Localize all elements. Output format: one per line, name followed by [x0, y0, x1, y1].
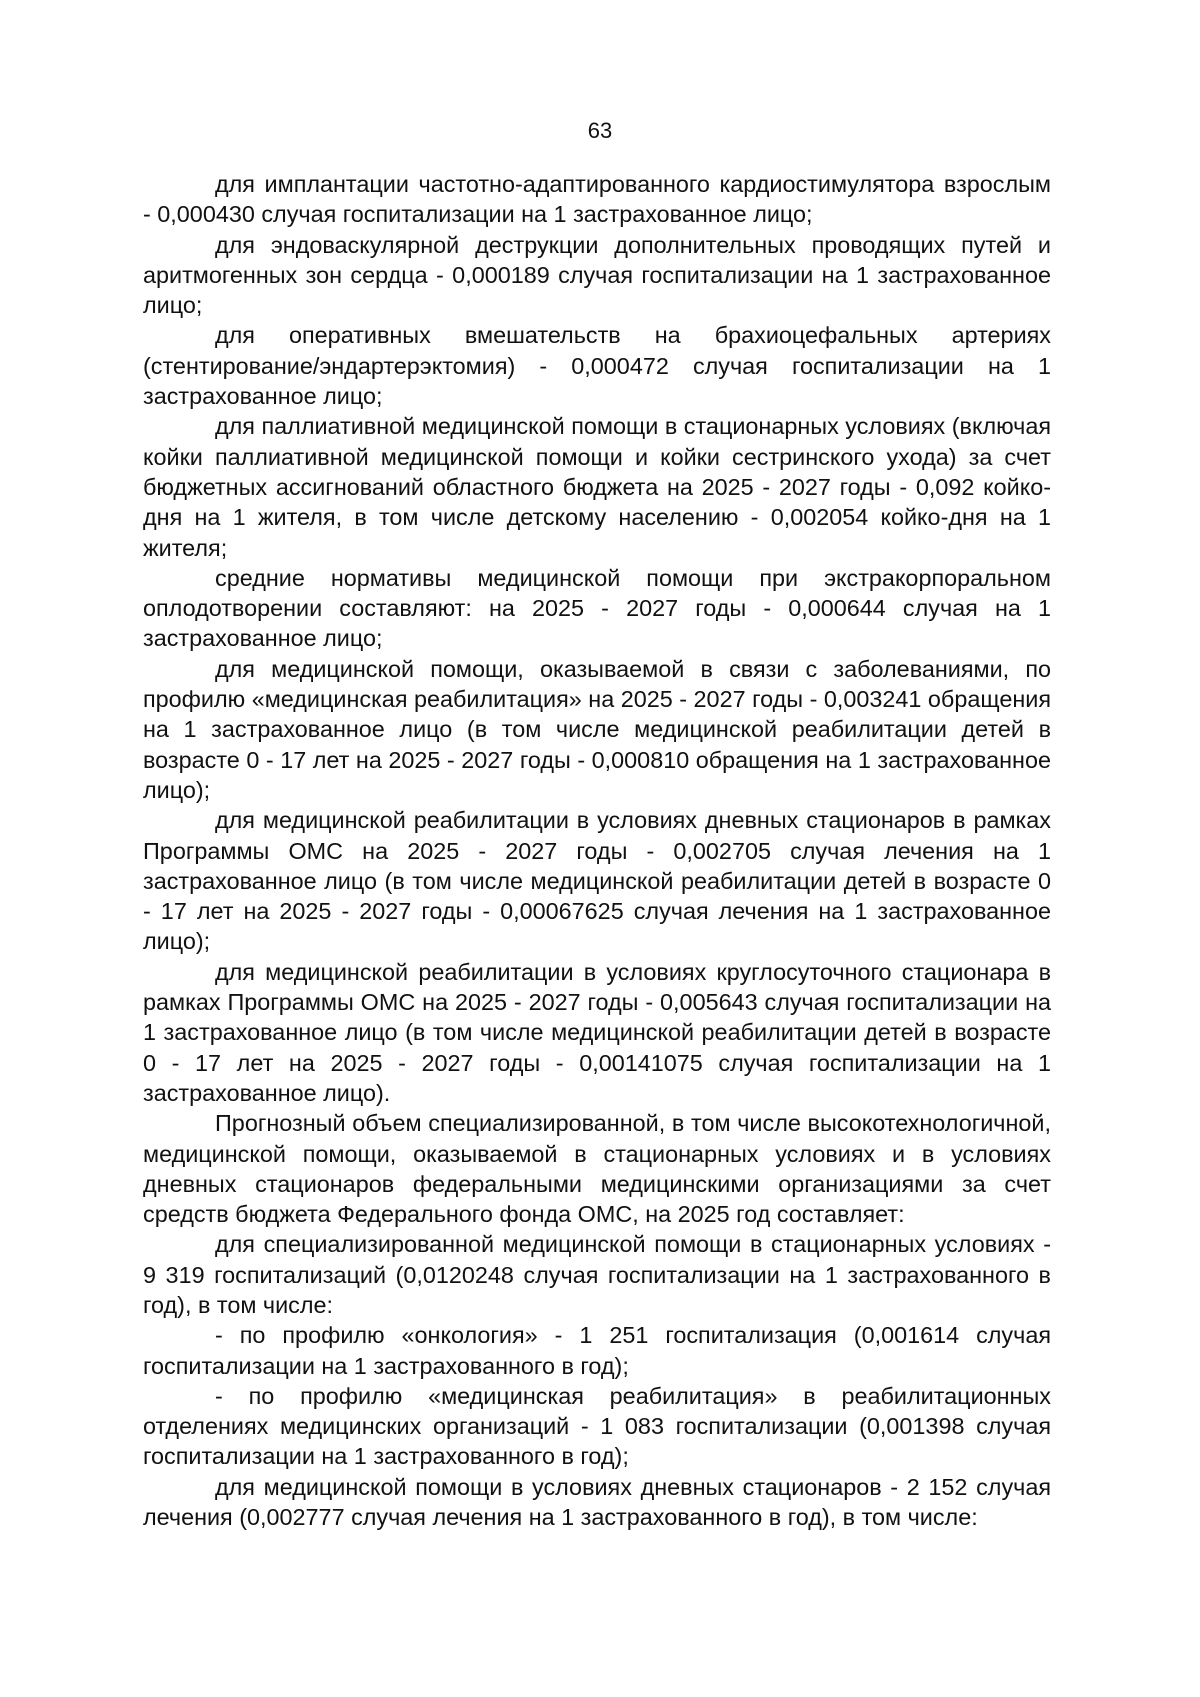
paragraph-day-hospital-care: для медицинской помощи в условиях дневных стационаров - 2 152 случая лечения (0,002777 случая лечения на 1 застрахованного в год), в том числе:	[143, 1473, 1051, 1531]
document-body	[143, 169, 1051, 1532]
page-number: 63	[587, 118, 613, 143]
paragraph-pacemaker-implantation: для имплантации частотно-адаптированного кардиостимулятора взрослым - 0,000430 случая госпитализации на 1 застрахованное лицо;	[143, 171, 1051, 228]
paragraph-endovascular-destruction: для эндоваскулярной деструкции дополнительных проводящих путей и аритмогенных зон сердца - 0,000189 случая госпитализации на 1 застрахованное лицо;	[143, 231, 1051, 319]
paragraph-rehabilitation-inpatient: для медицинской реабилитации в условиях круглосуточного стационара в рамках Программы ОМС на 2025 - 2027 годы - 0,005643 случая госпитализации на 1 застрахованное лицо (в том числе медицинской реабилитации детей в возрасте 0 - 17 лет на 2025 - 2027 годы - 0,00141075 случая госпитализации на 1 застрахованное лицо).	[143, 958, 1051, 1106]
paragraph-ivf-norms: средние нормативы медицинской помощи при экстракорпоральном оплодотворении составляют: на 2025 - 2027 годы - 0,000644 случая на 1 застрахованное лицо;	[143, 564, 1051, 652]
paragraph-rehabilitation-profile: - по профилю «медицинская реабилитация» в реабилитационных отделениях медицинских организаций - 1 083 госпитализации (0,001398 случая госпитализации на 1 застрахованного в год);	[143, 1382, 1051, 1470]
paragraph-rehabilitation-visits: для медицинской помощи, оказываемой в связи с заболеваниями, по профилю «медицинская реабилитация» на 2025 - 2027 годы - 0,003241 обращения на 1 застрахованное лицо (в том числе медицинской реабилитации детей в возрасте 0 - 17 лет на 2025 - 2027 годы - 0,000810 обращения на 1 застрахованное лицо);	[143, 655, 1051, 803]
paragraph-brachiocephalic-arteries: для оперативных вмешательств на брахиоцефальных артериях (стентирование/эндартерэктомия) - 0,000472 случая госпитализации на 1 застрахованное лицо;	[143, 322, 1051, 410]
paragraph-federal-forecast: Прогнозный объем специализированной, в том числе высокотехнологичной, медицинской помощи, оказываемой в стационарных условиях и в условиях дневных стационаров федеральными медицинскими организациями за счет средств бюджета Федерального фонда ОМС, на 2025 год составляет:	[143, 1110, 1051, 1228]
paragraph-oncology-profile: - по профилю «онкология» - 1 251 госпитализация (0,001614 случая госпитализации на 1 застрахованного в год);	[143, 1322, 1051, 1379]
paragraph-palliative-care: для паллиативной медицинской помощи в стационарных условиях (включая койки паллиативной медицинской помощи и койки сестринского ухода) за счет бюджетных ассигнований областного бюджета на 2025 - 2027 годы - 0,092 койко-дня на 1 жителя, в том числе детскому населению - 0,002054 койко-дня на 1 жителя;	[143, 413, 1051, 561]
paragraph-specialized-inpatient: для специализированной медицинской помощи в стационарных условиях - 9 319 госпитализаций (0,0120248 случая госпитализации на 1 застрахованного в год), в том числе:	[143, 1231, 1051, 1318]
paragraph-rehabilitation-day-hospital: для медицинской реабилитации в условиях дневных стационаров в рамках Программы ОМС на 2025 - 2027 годы - 0,002705 случая лечения на 1 застрахованное лицо (в том числе медицинской реабилитации детей в возрасте 0 - 17 лет на 2025 - 2027 годы - 0,00067625 случая лечения на 1 застрахованное лицо);	[143, 807, 1051, 955]
